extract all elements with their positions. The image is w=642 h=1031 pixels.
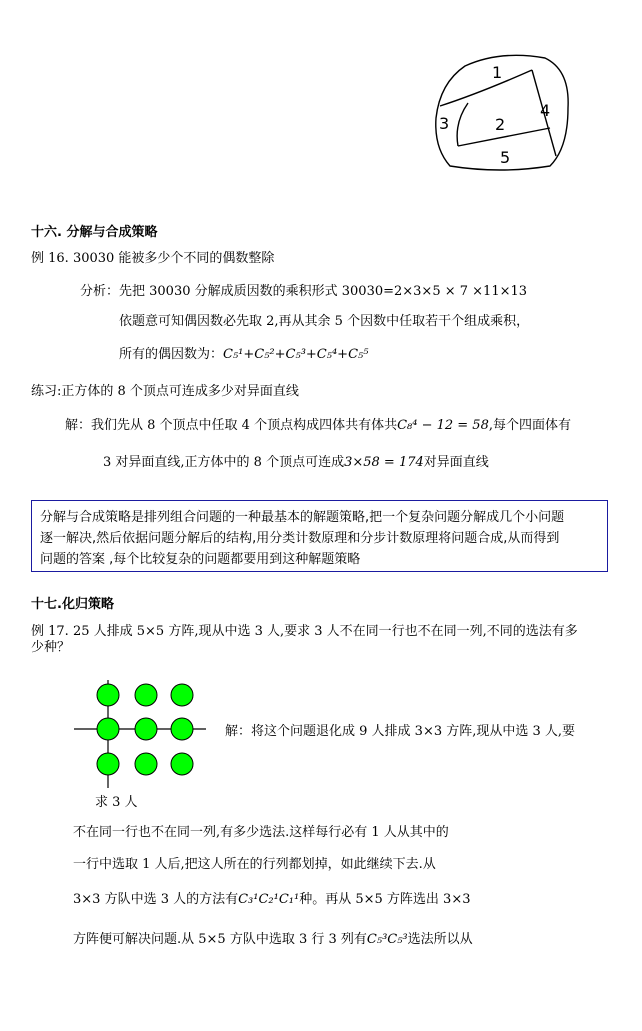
- grid-dot-2-2: [135, 718, 157, 740]
- solution-line-1-prefix: 解：我们先从 8 个顶点中任取 4 个顶点构成四体共有体共: [65, 418, 398, 433]
- summary-line-3: 问题的答案 ,每个比较复杂的问题都要用到这种解题策略: [40, 552, 361, 567]
- analysis-line-2: 依题意可知偶因数必先取 2,再从其余 5 个因数中任取若干个组成乘积，: [119, 314, 530, 329]
- grid-dot-2-3: [171, 718, 193, 740]
- dot-grid-figure: [70, 678, 210, 790]
- three-by-three-formula: C₃¹C₂¹C₁¹: [238, 892, 300, 907]
- skew-line-count-formula: 3×58 = 174: [344, 455, 424, 470]
- solution-17-line-1: 不在同一行也不在同一列,有多少选法.这样每行必有 1 人从其中的: [73, 825, 449, 840]
- solution-17-line-3: [73, 892, 471, 908]
- grid-dot-1-3: [171, 684, 193, 706]
- example-17-line-2: 少种？: [31, 640, 71, 655]
- strategy-summary-box: [31, 500, 608, 572]
- region-map-figure: [420, 48, 580, 178]
- solution-line-2-prefix: 3 对异面直线,正方体中的 8 个顶点可连成: [103, 455, 345, 470]
- solution-line-1: [65, 418, 571, 434]
- grid-dot-3-2: [135, 753, 157, 775]
- map-label-4: 4: [540, 101, 551, 120]
- grid-caption: 求 3 人: [95, 795, 138, 810]
- grid-dot-1-1: [97, 684, 119, 706]
- grid-dot-3-1: [97, 753, 119, 775]
- solution-line-2-suffix: 对异面直线: [423, 455, 489, 470]
- solution-line-1-suffix: ,每个四面体有: [488, 418, 571, 433]
- exercise-text: 练习:正方体的 8 个顶点可连成多少对异面直线: [31, 384, 299, 399]
- grid-dot-1-2: [135, 684, 157, 706]
- solution-17-right: 解：将这个问题退化成 9 人排成 3×3 方阵,现从中选 3 人,要: [225, 724, 576, 739]
- solution-17-line-3-suffix: 种。再从 5×5 方阵选出 3×3: [299, 892, 471, 907]
- map-inner-curve-2: [457, 103, 468, 146]
- solution-17-line-4-suffix: 选法所以从: [407, 932, 473, 947]
- row-column-selection-formula: C₅³C₅³: [366, 932, 408, 947]
- section-17-heading: 十七.化归策略: [31, 597, 114, 612]
- analysis-line-3: [119, 347, 368, 363]
- even-divisor-formula: C₅¹+C₅²+C₅³+C₅⁴+C₅⁵: [223, 347, 369, 362]
- solution-line-2: [103, 455, 489, 471]
- analysis-line-1: 分析：先把 30030 分解成质因数的乘积形式 30030=2×3×5 × 7 ×11×13: [80, 284, 528, 299]
- example-17-line-1: 例 17. 25 人排成 5×5 方阵,现从中选 3 人,要求 3 人不在同一行也不在同一列,不同的选法有多: [31, 624, 578, 639]
- tetrahedron-count-formula: C₈⁴ − 12 = 58: [397, 418, 489, 433]
- example-16: 例 16. 30030 能被多少个不同的偶数整除: [31, 251, 275, 266]
- solution-17-line-4: [73, 932, 473, 948]
- solution-17-line-2: 一行中选取 1 人后,把这人所在的行列都划掉，如此继续下去.从: [73, 857, 436, 872]
- summary-line-2: 逐一解决,然后依据问题分解后的结构,用分类计数原理和分步计数原理将问题合成,从而得到: [40, 531, 560, 546]
- map-label-2: 2: [495, 115, 506, 134]
- section-16-heading: 十六. 分解与合成策略: [31, 225, 158, 240]
- grid-dot-2-1: [97, 718, 119, 740]
- map-label-5: 5: [500, 148, 511, 167]
- solution-17-line-3-prefix: 3×3 方队中选 3 人的方法有: [73, 892, 239, 907]
- map-label-3: 3: [439, 114, 450, 133]
- summary-line-1: 分解与合成策略是排列组合问题的一种最基本的解题策略,把一个复杂问题分解成几个小问题: [40, 510, 565, 525]
- map-label-1: 1: [492, 63, 503, 82]
- grid-dot-3-3: [171, 753, 193, 775]
- analysis-line-3-prefix: 所有的偶因数为：: [119, 347, 224, 362]
- solution-17-line-4-prefix: 方阵便可解决问题.从 5×5 方队中选取 3 行 3 列有: [73, 932, 367, 947]
